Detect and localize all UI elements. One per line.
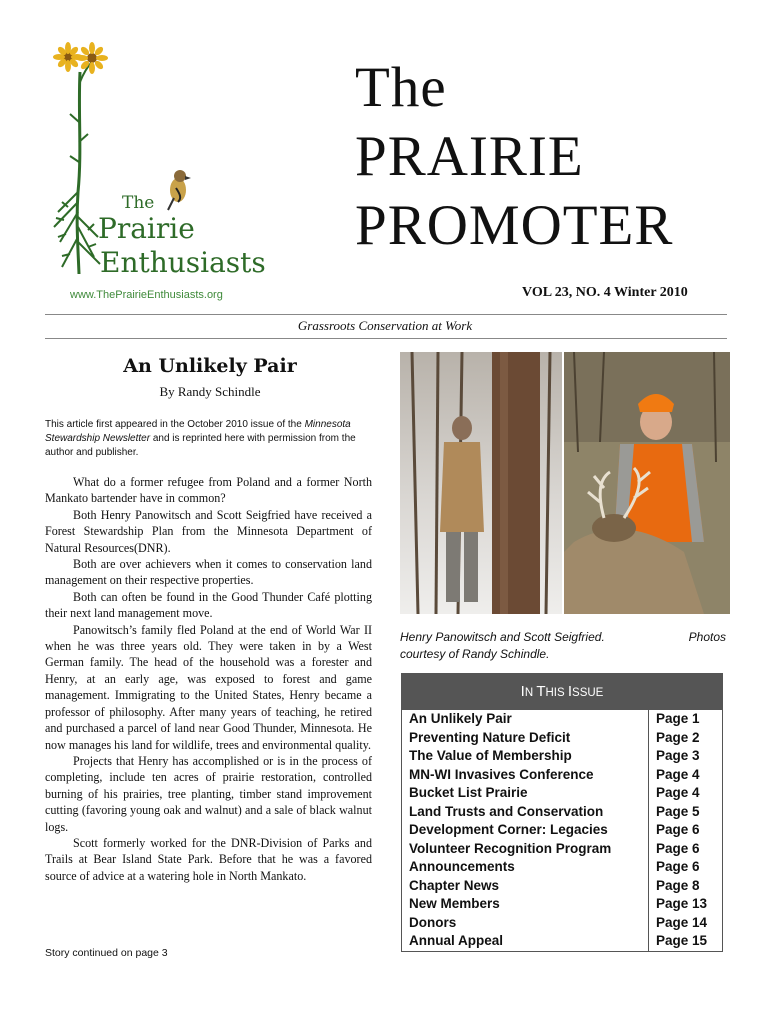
toc-item-title[interactable]: Development Corner: Legacies — [409, 822, 608, 837]
reprint-note-text-end: and is reprinted here with permission from the author and publisher. — [45, 433, 356, 458]
toc-item-title[interactable]: Chapter News — [409, 877, 500, 893]
tagline: Grassroots Conservation at Work — [297, 318, 473, 333]
toc-row[interactable] — [402, 877, 722, 896]
toc-item-title[interactable]: Preventing Nature Deficit — [409, 729, 571, 745]
toc-item-page[interactable]: Page 8 — [649, 877, 723, 896]
toc-item-page[interactable]: Page 1 — [649, 710, 723, 729]
toc-row[interactable] — [402, 858, 722, 877]
in-this-issue-box — [401, 673, 723, 952]
article-paragraph: Both can often be found in the Good Thunder Café plotting their next land management move. — [45, 589, 372, 621]
toc-item-title[interactable]: Donors — [409, 914, 457, 930]
masthead-rule-top — [45, 314, 727, 315]
header-smallcaps: SSUE — [572, 687, 604, 699]
toc-item-page[interactable]: Page 5 — [649, 803, 723, 822]
article-byline: By Randy Schindle — [159, 384, 261, 399]
toc-item-page[interactable]: Page 6 — [649, 858, 723, 877]
masthead-title-the: The — [355, 56, 447, 119]
toc-item-page[interactable]: Page 6 — [649, 821, 723, 840]
toc-row[interactable] — [402, 932, 722, 951]
photo-caption-credit: courtesy of Randy Schindle. — [400, 647, 550, 661]
masthead-rule-bottom — [45, 338, 727, 339]
toc-item-title[interactable]: MN-WI Invasives Conference — [409, 766, 594, 782]
toc-item-page[interactable]: Page 15 — [649, 932, 723, 951]
toc-item-page[interactable]: Page 13 — [649, 895, 723, 914]
photo-henry-forest — [400, 352, 562, 614]
logo-flower-illustration — [48, 42, 266, 282]
toc-item-title[interactable]: The Value of Membership — [409, 748, 572, 763]
toc-row[interactable] — [402, 803, 722, 822]
website-link[interactable]: www.ThePrairieEnthusiasts.org — [70, 289, 223, 301]
article-headline: An Unlikely Pair — [123, 355, 297, 377]
toc-item-page[interactable]: Page 6 — [649, 840, 723, 859]
toc-item-page[interactable]: Page 4 — [649, 766, 723, 785]
reprint-note — [45, 418, 375, 460]
toc-item-title[interactable]: An Unlikely Pair — [409, 711, 512, 726]
in-this-issue-header — [402, 674, 722, 710]
toc-row[interactable] — [402, 784, 722, 803]
toc-item-page[interactable]: Page 14 — [649, 914, 723, 933]
toc-item-page[interactable]: Page 4 — [649, 784, 723, 803]
logo-text-enthusiasts: Enthusiasts — [100, 246, 266, 279]
toc-item-title[interactable]: Bucket List Prairie — [409, 785, 528, 800]
toc-row[interactable] — [402, 895, 722, 914]
article-paragraph: Both Henry Panowitsch and Scott Seigfried have received a Forest Stewardship Plan from the Minnesota Department of Natural Resources(DNR). — [45, 507, 372, 555]
toc-row[interactable] — [402, 729, 722, 748]
logo-text-the: The — [122, 193, 155, 213]
toc-row[interactable] — [402, 747, 722, 766]
story-continued: Story continued on page 3 — [45, 947, 168, 959]
photo-scott-deer — [564, 352, 730, 614]
article-paragraph: Projects that Henry has accomplished or is in the process of completing, include ten acres of prairie restoration, controlled burning of his prairies, tree planting, timber stand improvement cutting (favoring young oak and walnut) and a sale of black walnut logs. — [45, 753, 372, 834]
header-smallcaps: N — [524, 687, 537, 699]
photo-caption — [400, 629, 726, 663]
reprint-note-text: This article first appeared in the October 2010 issue of the — [45, 419, 305, 430]
toc-item-title[interactable]: Annual Appeal — [409, 933, 504, 948]
toc-row[interactable] — [402, 821, 722, 840]
header-smallcaps: HIS — [545, 687, 568, 699]
photo-credit: Photos — [688, 630, 726, 644]
article-paragraph: Both are over achievers when it comes to conservation land management on their respective properties. — [45, 557, 372, 588]
article-body — [45, 474, 372, 884]
newsletter-name: Minnesota Stewardship Newsletter — [45, 419, 351, 444]
masthead-title-promoter: PROMOTER — [355, 194, 674, 257]
header-letter: I — [567, 683, 573, 700]
article-paragraph: Scott formerly worked for the DNR-Division of Parks and Trails at Bear Island State Park. Before that he was a favored source of advice at a watering hole in North Mankato. — [45, 835, 372, 883]
header-letter: I — [520, 683, 525, 700]
header-letter: T — [536, 683, 546, 700]
prairie-enthusiasts-logo — [48, 42, 266, 282]
toc-item-title[interactable]: New Members — [409, 896, 500, 911]
toc-row[interactable] — [402, 710, 722, 729]
toc-row[interactable] — [402, 766, 722, 785]
masthead-title-prairie: PRAIRIE — [355, 125, 584, 188]
article-paragraph: What do a former refugee from Poland and a former North Mankato bartender have in common? — [45, 475, 372, 506]
toc-row[interactable] — [402, 914, 722, 933]
toc-item-page[interactable]: Page 3 — [649, 747, 723, 766]
photo-caption-text: Henry Panowitsch and Scott Seigfried. — [400, 630, 605, 644]
article-paragraph: Panowitsch’s family fled Poland at the end of World War II when he was three years old. They were taken in by a West German family. The head of the household was a forester and Henry, at an early age, was exposed to forest and game management. Immigrating to the United States, Henry became a professor of philosophy. After many years of teaching, he retired and purchased a parcel of land near Good Thunder, Minnesota. He now manages his land for wildlife, trees and environmental quality. — [45, 622, 372, 752]
toc-item-title[interactable]: Announcements — [409, 859, 515, 874]
toc-row[interactable] — [402, 840, 722, 859]
toc-item-title[interactable]: Volunteer Recognition Program — [409, 840, 612, 856]
toc-item-title[interactable]: Land Trusts and Conservation — [409, 803, 604, 819]
toc-item-page[interactable]: Page 2 — [649, 729, 723, 748]
logo-text-prairie: Prairie — [98, 212, 195, 245]
toc-table — [402, 710, 722, 951]
volume-issue: VOL 23, NO. 4 Winter 2010 — [522, 285, 688, 300]
